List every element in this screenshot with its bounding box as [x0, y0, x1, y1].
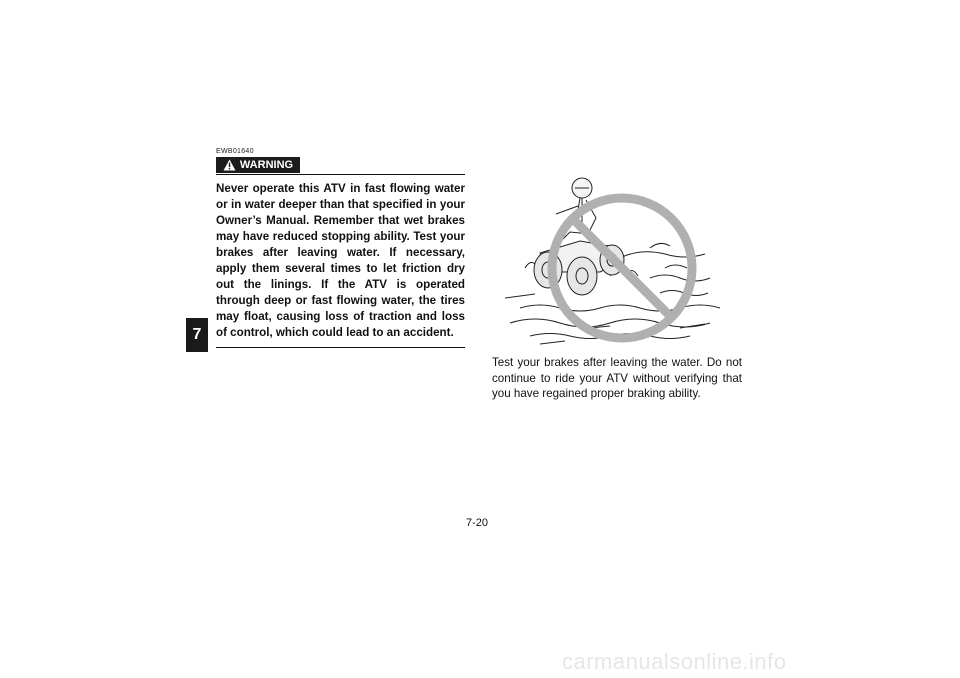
atv-water-crossing-prohibited-illustration: [500, 158, 725, 348]
body-paragraph: Test your brakes after leaving the water. Do not continue to ride your ATV without verifying that you have regained proper braking ability.: [492, 356, 742, 400]
warning-label: WARNING: [239, 159, 294, 171]
watermark-text: carmanualsonline.info: [562, 649, 787, 673]
warning-bottom-rule: [216, 347, 465, 348]
warning-triangle-icon: [223, 159, 236, 171]
page-number: 7-20: [466, 517, 489, 529]
warning-code: EWB01640: [216, 148, 254, 155]
warning-header: [216, 157, 465, 175]
warning-block: [216, 148, 465, 348]
warning-text: Never operate this ATV in fast flowing water or in water deeper than that specified in your Owner’s Manual. Remember that wet brakes may have reduced stopping ability. Test your brakes after leaving water. If necessary, apply them several times to let friction dry out the linings. If the ATV is operated through deep or fast flowing water, the tires may float, causing loss of traction and loss of control, which could lead to an accident.: [216, 182, 465, 339]
chapter-tab: 7: [186, 318, 208, 352]
warning-badge: [216, 157, 300, 173]
